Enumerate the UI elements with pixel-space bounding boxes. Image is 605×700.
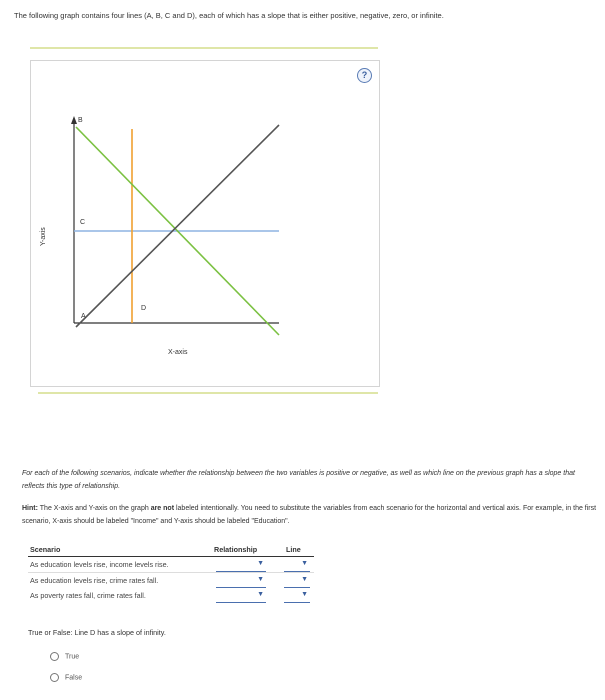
dropdown-arrow-icon: ▼ [301,591,308,598]
radio-true[interactable] [50,652,79,661]
line-dropdown-1[interactable] [284,559,310,572]
true-false-question: True or False: Line D has a slope of infinity. [28,628,166,637]
relationship-dropdown-2[interactable] [216,575,266,588]
label-b: B [78,117,83,124]
radio-false[interactable] [50,673,82,682]
scenario-cell: As education levels rise, crime rates fall. [30,576,159,585]
relationship-dropdown-3[interactable] [216,590,266,603]
x-axis-label: X-axis [168,349,188,356]
hint-emphasis: are not [150,505,175,512]
line-a [76,125,279,327]
graph-panel [30,60,380,387]
scenario-cell: As education levels rise, income levels rise. [30,560,169,569]
table-row [28,557,314,573]
relationship-dropdown-1[interactable] [216,559,266,572]
dropdown-arrow-icon: ▼ [257,560,264,567]
dropdown-arrow-icon: ▼ [257,591,264,598]
hint-prefix: Hint: [22,505,38,512]
radio-label: True [65,653,80,661]
hint-part1: The X-axis and Y-axis on the graph [37,505,151,512]
label-a: A [81,313,86,320]
scenario-cell: As poverty rates fall, crime rates fall. [30,591,146,600]
graph-svg [31,61,379,386]
divider-top [30,47,378,49]
y-axis-arrow [71,116,77,124]
scenario-table [28,543,314,603]
label-c: C [80,219,86,226]
hint-part2: labeled intentionally. You need to substitute the variables from each scenario for the horizontal and vertical axis. For example, in the first scenario, X-axis should be labeled "Income" and Y-axis should be labeled "Education". [22,505,597,525]
line-dropdown-3[interactable] [284,590,310,603]
line-dropdown-2[interactable] [284,575,310,588]
dropdown-arrow-icon: ▼ [257,576,264,583]
dropdown-arrow-icon: ▼ [301,576,308,583]
table-row [28,573,314,588]
y-axis-label: Y-axis [40,227,47,246]
header-line: Line [286,545,301,554]
dropdown-arrow-icon: ▼ [301,560,308,567]
intro-text: The following graph contains four lines (A, B, C and D), each of which has a slope that is either positive, negative, zero, or infinite. [14,11,444,20]
radio-circle-icon [50,673,59,682]
header-relationship: Relationship [214,545,258,554]
table-header [28,543,314,557]
table-row [28,588,314,603]
radio-circle-icon [50,652,59,661]
instructions-text: For each of the following scenarios, indicate whether the relationship between the two variables is positive or negative, as well as which line on the previous graph has a slope that reflects this type of relationship. [22,470,575,490]
help-icon[interactable]: ? [357,68,372,83]
label-d: D [141,305,147,312]
header-scenario: Scenario [30,545,61,554]
divider-bottom [38,392,378,394]
hint-text [22,502,597,528]
radio-label: False [65,674,83,682]
